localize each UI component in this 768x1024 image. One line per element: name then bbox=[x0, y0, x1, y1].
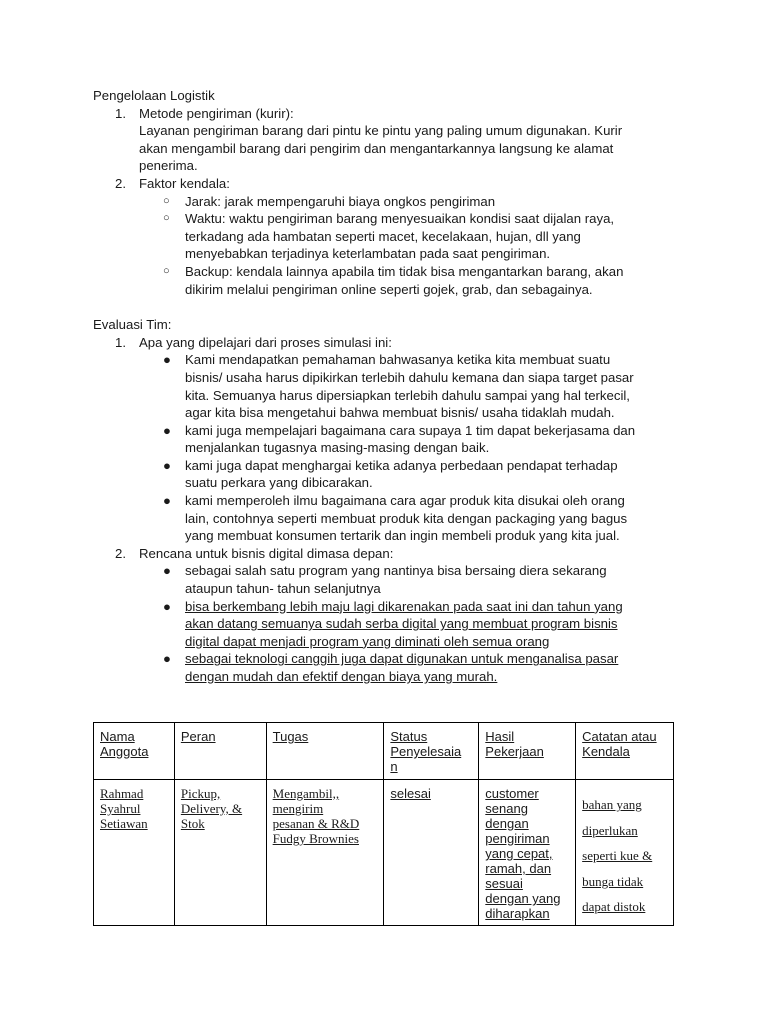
sub-item-line: kami juga dapat menghargai ketika adanya perbedaan pendapat terhadap bbox=[185, 457, 618, 473]
sub-item-line: sebagai salah satu program yang nantinya bisa bersaing diera sekarang bbox=[185, 563, 607, 579]
task-table bbox=[93, 722, 674, 926]
bullet-icon: ● bbox=[163, 352, 171, 368]
cell-status: selesai bbox=[384, 780, 479, 926]
sub-item bbox=[93, 351, 683, 421]
sub-item-line: kami juga mempelajari bagaimana cara supaya 1 tim dapat bekerjasama dan bbox=[185, 422, 636, 438]
numbered-item bbox=[93, 545, 683, 563]
sub-item-line: bisnis/ usaha harus dipikirkan terlebih dahulu kemana dan siapa target pasar bbox=[185, 369, 634, 385]
header-peran: Peran bbox=[174, 723, 266, 780]
cell-peran: Pickup, Delivery, & Stok bbox=[174, 780, 266, 926]
sub-item bbox=[93, 422, 683, 457]
bullet-icon: ● bbox=[163, 563, 171, 579]
sub-item-line: dengan mudah dan efektif dengan biaya yang murah. bbox=[185, 669, 498, 684]
section-title: Pengelolaan Logistik bbox=[93, 88, 215, 103]
sub-item bbox=[93, 598, 683, 651]
sub-item-line: bisa berkembang lebih maju lagi dikarenakan pada saat ini dan tahun yang bbox=[185, 598, 623, 614]
cell-hasil: customer senang dengan pengiriman yang cepat, ramah, dan sesuai dengan yang diharapkan bbox=[479, 780, 576, 926]
sub-item-line: kami memperoleh ilmu bagaimana cara agar produk kita disukai oleh orang bbox=[185, 493, 625, 509]
header-status: Status Penyelesaia n bbox=[384, 723, 479, 780]
sub-item-line: dikirim melalui pengiriman online seperti gojek, grab, dan sebagainya. bbox=[185, 281, 593, 297]
sub-item bbox=[93, 650, 683, 685]
sub-item bbox=[93, 193, 683, 211]
table-header-row bbox=[94, 723, 674, 780]
sub-item bbox=[93, 492, 683, 545]
bullet-icon: ● bbox=[163, 598, 171, 614]
document-body bbox=[93, 87, 683, 686]
header-nama-anggota: Nama Anggota bbox=[94, 723, 175, 780]
circle-bullet-icon: ○ bbox=[163, 264, 170, 277]
item-label: Metode pengiriman (kurir): bbox=[139, 105, 294, 121]
header-hasil: Hasil Pekerjaan bbox=[479, 723, 576, 780]
numbered-item bbox=[93, 175, 683, 193]
table-row bbox=[94, 780, 674, 926]
item-number: 1. bbox=[115, 334, 126, 350]
item-label: Rencana untuk bisnis digital dimasa depan: bbox=[139, 545, 394, 561]
bullet-icon: ● bbox=[163, 493, 171, 509]
sub-item-line: menjalankan tugasnya masing-masing dengan baik. bbox=[185, 440, 490, 456]
sub-item bbox=[93, 457, 683, 492]
sub-item bbox=[93, 263, 683, 298]
item-label: Apa yang dipelajari dari proses simulasi ini: bbox=[139, 334, 392, 350]
numbered-item bbox=[93, 334, 683, 352]
sub-item-line: terkadang ada hambatan seperti macet, kecelakaan, hujan, dll yang bbox=[185, 228, 581, 244]
sub-item-line: ataupun tahun- tahun selanjutnya bbox=[185, 581, 381, 597]
sub-item-line: Waktu: waktu pengiriman barang menyesuaikan kondisi saat dijalan raya, bbox=[185, 211, 615, 227]
header-tugas: Tugas bbox=[266, 723, 384, 780]
sub-item-line: Jarak: jarak mempengaruhi biaya ongkos pengiriman bbox=[185, 193, 496, 209]
item-number: 1. bbox=[115, 105, 126, 121]
sub-item-line: sebagai teknologi canggih juga dapat digunakan untuk menganalisa pasar bbox=[185, 651, 619, 667]
sub-item-line: agar kita bisa mengetahui bahwa membuat bisnis/ usaha tidaklah mudah. bbox=[185, 405, 615, 421]
section-title: Evaluasi Tim: bbox=[93, 317, 172, 333]
item-description-line: penerima. bbox=[139, 158, 198, 174]
bullet-icon: ● bbox=[163, 422, 171, 438]
item-number: 2. bbox=[115, 175, 126, 191]
sub-item-line: akan datang semuanya sudah serba digital yang membuat program bisnis bbox=[185, 616, 618, 632]
cell-tugas: Mengambil,, mengirim pesanan & R&D Fudgy Brownies bbox=[266, 780, 384, 926]
item-label: Faktor kendala: bbox=[139, 175, 230, 191]
sub-item-line: suatu perkara yang dibicarakan. bbox=[185, 475, 373, 491]
sub-item-line: Kami mendapatkan pemahaman bahwasanya ketika kita membuat suatu bbox=[185, 352, 611, 368]
item-description-line: Layanan pengiriman barang dari pintu ke pintu yang paling umum digunakan. Kurir bbox=[139, 123, 623, 139]
sub-item-line: lain, contohnya seperti membuat produk kita dengan packaging yang bagus bbox=[185, 510, 628, 526]
bullet-icon: ● bbox=[163, 651, 171, 667]
circle-bullet-icon: ○ bbox=[163, 212, 170, 225]
sub-item-line: digital dapat menjadi program yang diminati oleh semua orang bbox=[185, 633, 550, 649]
circle-bullet-icon: ○ bbox=[163, 194, 170, 207]
sub-item-line: menyebabkan terjadinya keterlambatan pada saat pengiriman. bbox=[185, 246, 551, 262]
item-description-line: akan mengambil barang dari pengirim dan mengantarkannya langsung ke alamat bbox=[139, 140, 614, 156]
sub-item bbox=[93, 562, 683, 597]
cell-nama: Rahmad Syahrul Setiawan bbox=[94, 780, 175, 926]
header-catatan: Catatan atau Kendala bbox=[576, 723, 674, 780]
sub-item-line: Backup: kendala lainnya apabila tim tidak bisa mengantarkan barang, akan bbox=[185, 263, 624, 279]
cell-catatan: bahan yang diperlukan seperti kue & bunga tidak dapat distok bbox=[576, 780, 674, 926]
numbered-item bbox=[93, 105, 683, 175]
sub-item-line: yang membuat konsumen tertarik dan ingin membeli produk yang kita jual. bbox=[185, 528, 620, 544]
bullet-icon: ● bbox=[163, 457, 171, 473]
sub-item-line: kita. Semuanya harus dipersiapkan terlebih dahulu sampai yang hal terkecil, bbox=[185, 387, 630, 403]
item-number: 2. bbox=[115, 545, 126, 561]
sub-item bbox=[93, 210, 683, 263]
